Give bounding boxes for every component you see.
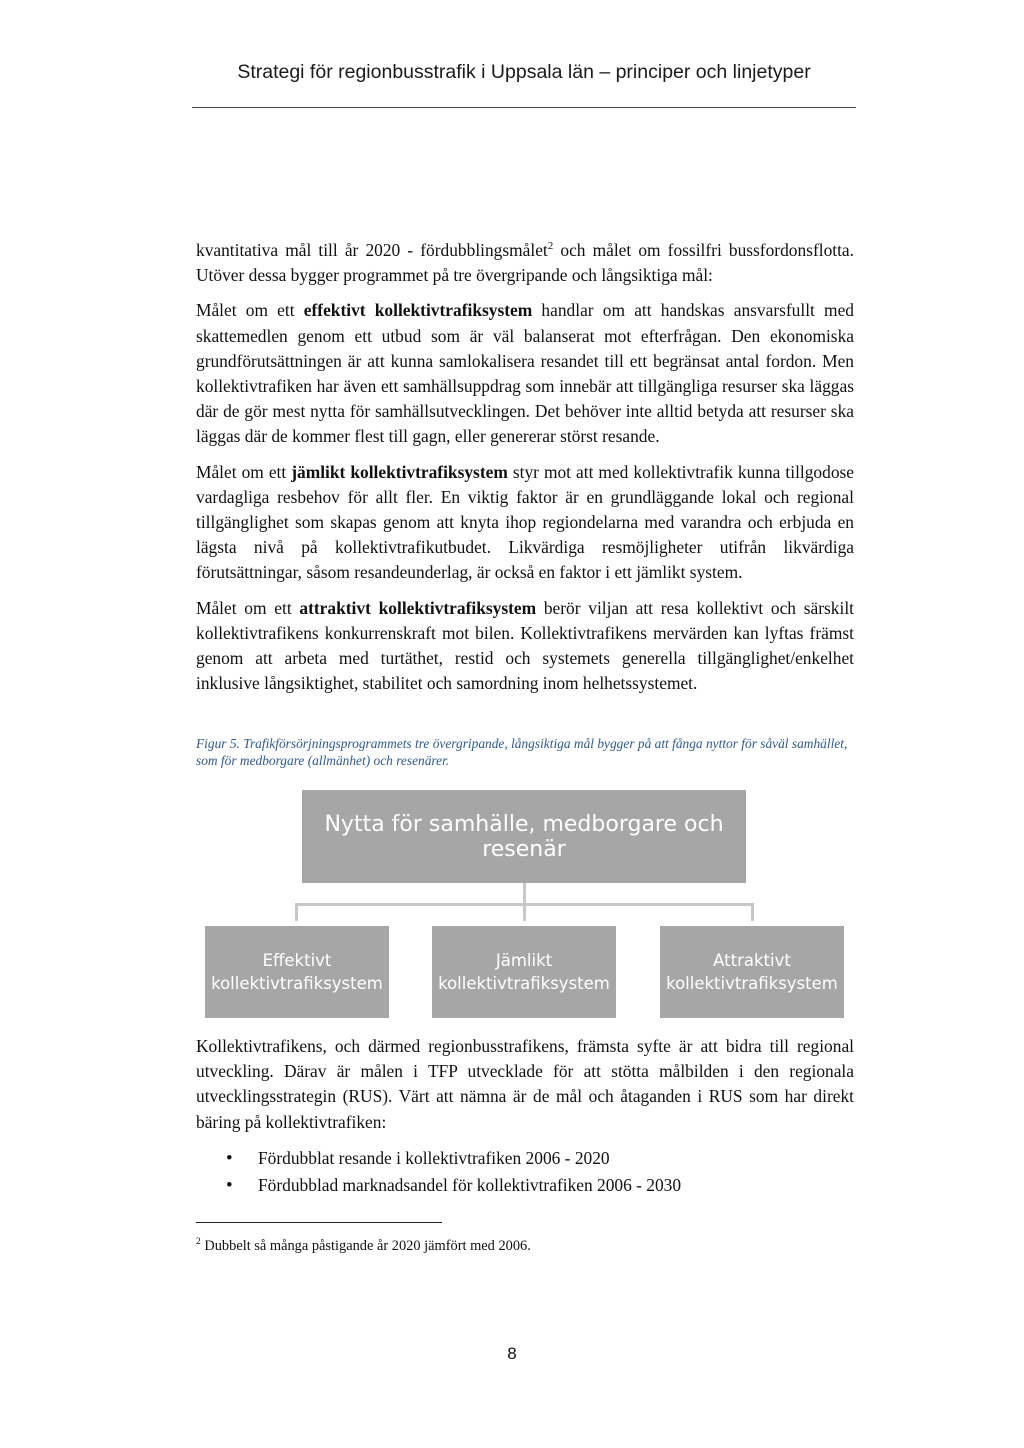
paragraph-attraktivt [196,596,854,697]
figure-caption: Figur 5. Trafikförsörjningsprogrammets tre övergripande, långsiktiga mål bygger på att fånga nyttor för såväl samhället, som för medborgare (allmänhet) och resenärer. [196,736,848,768]
diagram-box-label-line2: kollektivtrafiksystem [211,974,383,993]
paragraph-rus: Kollektivtrafikens, och därmed regionbusstrafikens, främsta syfte är att bidra till regional utveckling. Därav är målen i TFP utvecklade för att stötta målbilden i den regionala utvecklingsstrategin (RUS). Värt att nämna är de mål och åtaganden i RUS som har direkt bäring på kollektivtrafiken: [196,1036,854,1132]
connector-right [751,903,754,921]
paragraph-lead: Målet om ett [196,300,304,321]
connector-left [295,903,298,921]
paragraph-body: berör viljan att resa kollektivt och särskilt kollektivtrafikens konkurrenskraft mot bilen. Kollektivtrafikens mervärden kan lyftas främst genom att arbeta med turtäthet, restid och systemets generella tillgänglighet/enkelhet inklusive långsiktighet, stabilitet och samordning inom helhetssystemet. [196,597,854,694]
connector-trunk [523,883,526,921]
diagram-root-label: Nytta för samhälle, medborgare och resenär [324,811,724,862]
footnote [196,1233,531,1255]
connector-bar [295,903,754,906]
diagram-box-label-line2: kollektivtrafiksystem [438,974,610,993]
paragraph-jamlikt [196,460,854,586]
bullet-item: • Fördubblat resande i kollektivtrafiken 2006 - 2020 [222,1145,681,1172]
running-header: Strategi för regionbusstrafik i Uppsala län – principer och linjetyper [237,61,811,83]
diagram-root-box [302,790,746,883]
footnote-divider [196,1222,442,1223]
diagram-box-jamlikt [432,926,616,1018]
diagram-box-label-line1: Attraktivt [713,951,791,970]
footnote-number: 2 [196,1237,201,1247]
body-text-lower [196,1034,854,1135]
paragraph-1-text-cont: och målet om fossilfri bussfordonsflotta. Utöver dessa bygger programmet på tre övergripande och långsiktiga mål: [196,240,854,286]
footnote-reference[interactable]: 2 [547,240,554,253]
paragraph-body: styr mot att med kollektivtrafik kunna tillgodose vardagliga resbehov för allt fler. En viktig faktor är en grundläggande lokal och regional tillgänglighet som skapas genom att knyta ihop regiondelarna med varandra och erbjuda en lägsta nivå på kollektivtrafikutbudet. Likvärdiga resmöjligheter utifrån likvärdiga förutsättningar, såsom resandeunderlag, är också en faktor i ett jämlikt system. [196,461,854,583]
body-text-upper [196,238,854,706]
term-effektivt: effektivt kollektivtrafiksystem [303,300,533,321]
bullet-list [222,1145,681,1199]
paragraph-1-text: kvantitativa mål till år 2020 - fördubblingsmålet [196,240,548,260]
paragraph-lead: Målet om ett [196,597,300,618]
diagram-box-label-line1: Effektivt [262,951,332,970]
term-attraktivt: attraktivt kollektivtrafiksystem [299,597,537,618]
diagram-box-label-line2: kollektivtrafiksystem [666,974,838,993]
diagram-box-attraktivt [660,926,844,1018]
term-jamlikt: jämlikt kollektivtrafiksystem [291,461,508,482]
paragraph-1 [196,238,854,288]
paragraph-lead: Målet om ett [196,461,292,482]
paragraph-effektivt [196,298,854,449]
diagram-box-effektivt [205,926,389,1018]
page-number: 8 [507,1344,517,1363]
footnote-text: Dubbelt så många påstigande år 2020 jämfört med 2006. [200,1237,531,1254]
diagram-box-label-line1: Jämlikt [495,951,553,970]
header-divider [192,107,856,108]
paragraph-body: handlar om att handskas ansvarsfullt med skattemedlen genom ett utbud som är väl balanserat mot efterfrågan. Den ekonomiska grundförutsättningen är att kunna samlokalisera resandet till ett begränsat antal fordon. Men kollektivtrafiken har även ett samhällsuppdrag som innebär att tillgängliga resurser ska läggas där de gör mest nytta för samhällsutvecklingen. Det behöver inte alltid betyda att resurser ska läggas där de kommer flest till gagn, eller genererar störst resande. [196,300,854,447]
bullet-item: • Fördubblad marknadsandel för kollektivtrafiken 2006 - 2030 [222,1172,681,1199]
